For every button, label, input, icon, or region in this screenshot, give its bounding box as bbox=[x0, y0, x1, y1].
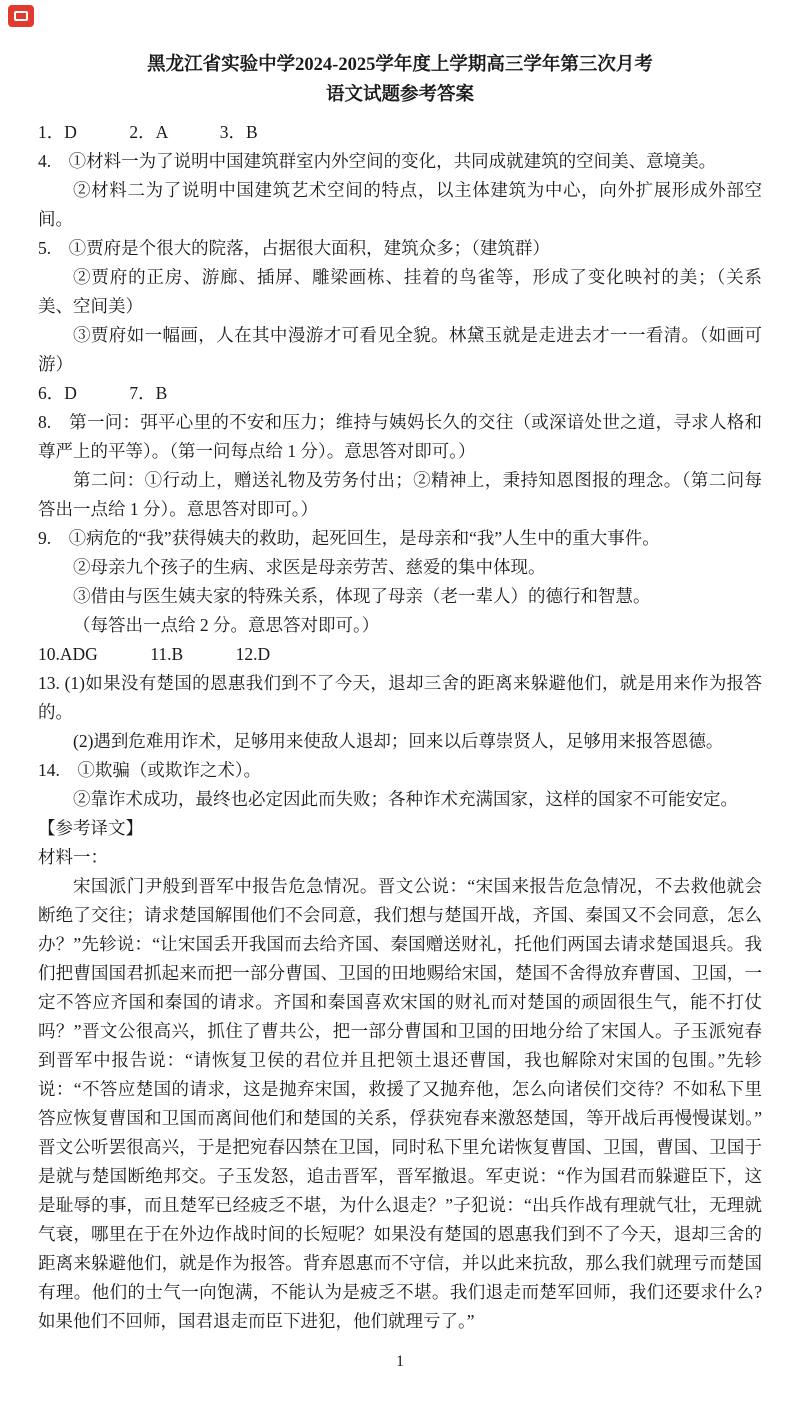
document-body bbox=[38, 118, 762, 1336]
answer-paragraph: 4. ①材料一为了说明中国建筑群室内外空间的变化，共同成就建筑的空间美、意境美。 bbox=[38, 151, 717, 171]
document-header bbox=[38, 50, 762, 110]
answer-paragraph: 10.ADG 11.B 12.D bbox=[38, 644, 271, 664]
answer-paragraph: 材料一： bbox=[38, 847, 108, 867]
answer-paragraph: ②靠诈术成功，最终也必定因此而失败；各种诈术充满国家，这样的国家不可能安定。 bbox=[73, 789, 738, 809]
answer-paragraph: 9. ①病危的“我”获得姨夫的救助，起死回生，是母亲和“我”人生中的重大事件。 bbox=[38, 528, 660, 548]
red-stamp-mark-icon bbox=[8, 5, 34, 27]
answer-paragraph: 【参考译文】 bbox=[38, 818, 143, 838]
doc-title-line1: 黑龙江省实验中学2024-2025学年度上学期高三学年第三次月考 bbox=[147, 55, 653, 75]
answer-paragraph: ②材料二为了说明中国建筑艺术空间的特点，以主体建筑为中心，向外扩展形成外部空间。 bbox=[38, 180, 762, 229]
answer-paragraph: 14. ①欺骗（或欺诈之术）。 bbox=[38, 760, 262, 780]
answer-paragraph: ③借由与医生姨夫家的特殊关系，体现了母亲（老一辈人）的德行和智慧。 bbox=[73, 586, 651, 606]
answer-paragraph: 1．D 2．A 3．B bbox=[38, 122, 258, 142]
answer-paragraph: 5. ①贾府是个很大的院落，占据很大面积，建筑众多；（建筑群） bbox=[38, 238, 550, 258]
answer-paragraph: 13. (1)如果没有楚国的恩惠我们到不了今天，退却三舍的距离来躲避他们，就是用来作为报答的。 bbox=[38, 673, 762, 722]
answer-paragraph: (2)遇到危难用诈术，足够用来使敌人退却；回来以后尊崇贤人，足够用来报答恩德。 bbox=[73, 731, 724, 751]
answer-paragraph: 第二问：①行动上，赠送礼物及劳务付出；②精神上，秉持知恩图报的理念。（第二问每答出一点给 1 分）。意思答对即可。） bbox=[38, 470, 762, 519]
answer-paragraph: （每答出一点给 2 分。意思答对即可。） bbox=[73, 615, 380, 635]
answer-paragraph: 6．D 7．B bbox=[38, 383, 168, 403]
answer-paragraph: ②贾府的正房、游廊、插屏、雕梁画栋、挂着的鸟雀等，形成了变化映衬的美；（关系美、空间美） bbox=[38, 267, 762, 316]
answer-paragraph: 8. 第一问：弭平心里的不安和压力；维持与姨妈长久的交往（或深谙处世之道，寻求人格和尊严上的平等）。（第一问每点给 1 分）。意思答对即可。） bbox=[38, 412, 762, 461]
page-number: 1 bbox=[396, 1353, 404, 1370]
answer-paragraph: ②母亲九个孩子的生病、求医是母亲劳苦、慈爱的集中体现。 bbox=[73, 557, 546, 577]
answer-paragraph: ③贾府如一幅画，人在其中漫游才可看见全貌。林黛玉就是走进去才一一看清。（如画可游） bbox=[38, 325, 762, 374]
answer-paragraph: 宋国派门尹般到晋军中报告危急情况。晋文公说：“宋国来报告危急情况，不去救他就会断绝了交往；请求楚国解围他们不会同意，我们想与楚国开战，齐国、秦国又不会同意，怎么办？”先轸说：“让宋国丢开我国而去给齐国、秦国赠送财礼，托他们两国去请求楚国退兵。我们把曹国国君抓起来而把一部分曹国、卫国的田地赐给宋国，楚国不舍得放弃曹国、卫国，一定不答应齐国和秦国的请求。齐国和秦国喜欢宋国的财礼而对楚国的顽固很生气，能不打仗吗？”晋文公很高兴，抓住了曹共公，把一部分曹国和卫国的田地分给了宋国人。子玉派宛春到晋军中报告说：“请恢复卫侯的君位并且把领土退还曹国，我也解除对宋国的包围。”先轸说：“不答应楚国的请求，这是抛弃宋国，救援了又抛弃他，怎么向诸侯们交待？不如私下里答应恢复曹国和卫国而离间他们和楚国的关系，俘获宛春来激怒楚国，等开战后再慢慢谋划。”晋文公听罢很高兴，于是把宛春囚禁在卫国，同时私下里允诺恢复曹国、卫国，曹国、卫国于是就与楚国断绝邦交。子玉发怒，追击晋军，晋军撤退。军吏说：“作为国君而躲避臣下，这是耻辱的事，而且楚军已经疲乏不堪，为什么退走？”子犯说：“出兵作战有理就气壮，无理就气衰，哪里在于在外边作战时间的长短呢？如果没有楚国的恩惠我们到不了今天，退却三舍的距离来躲避他们，就是作为报答。背弃恩惠而不守信，并以此来抗敌，那么我们就理亏而楚国有理。他们的士气一向饱满，不能认为是疲乏不堪。我们退走而楚军回师，我们还要求什么?如果他们不回师，国君退走而臣下进犯，他们就理亏了。” bbox=[38, 876, 762, 1331]
doc-title-line2: 语文试题参考答案 bbox=[325, 85, 474, 105]
